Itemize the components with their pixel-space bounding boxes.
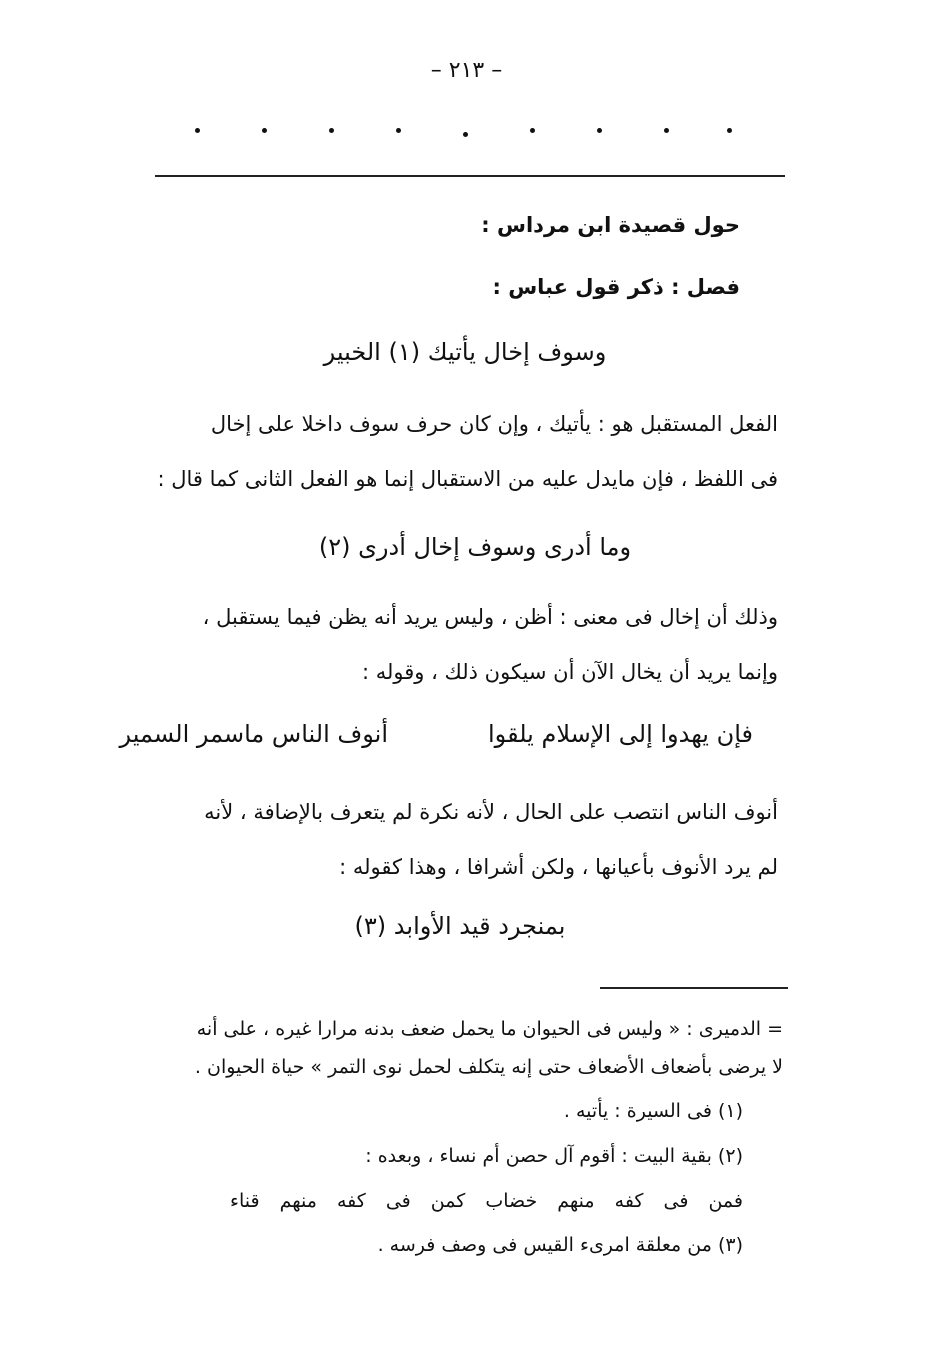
dot <box>727 128 732 133</box>
footnote-3: (٣) من معلقة امرىء القيس فى وصف فرسه . <box>377 1234 743 1256</box>
dot <box>262 128 267 133</box>
footnote-1: (١) فى السيرة : يأتيه . <box>563 1100 743 1122</box>
verse-4: بمنجرد قيد الأوابد (٣) <box>354 912 566 940</box>
dot <box>195 128 200 133</box>
footnote-continued-line1: = الدميرى : « وليس فى الحيوان ما يحمل ضعف بدنه مرارا غيره ، على أنه <box>196 1018 783 1040</box>
dot <box>530 128 535 133</box>
ellipsis-dots <box>195 128 735 148</box>
header-rule <box>155 175 785 177</box>
dot <box>329 128 334 133</box>
dot <box>597 128 602 133</box>
para3-line2: لم يرد الأنوف بأعيانها ، ولكن أشرافا ، وهذا كقوله : <box>339 855 778 879</box>
verse-2: وما أدرى وسوف إخال أدرى (٢) <box>318 533 632 561</box>
para1-line2: فى اللفظ ، فإن مايدل عليه من الاستقبال إنما هو الفعل الثانى كما قال : <box>157 467 778 491</box>
para1-line1: الفعل المستقبل هو : يأتيك ، وإن كان حرف سوف داخلا على إخال <box>210 412 778 436</box>
para3-line1: أنوف الناس انتصب على الحال ، لأنه نكرة لم يتعرف بالإضافة ، لأنه <box>204 800 778 824</box>
dot <box>463 132 468 137</box>
para2-line1: وذلك أن إخال فى معنى : أظن ، وليس يريد أنه يظن فيما يستقبل ، <box>202 605 778 629</box>
footnote-2: (٢) بقية البيت : أقوم آل حصن أم نساء ، وبعده : <box>365 1145 743 1167</box>
poem-heading: حول قصيدة ابن مرداس : <box>481 213 740 237</box>
dot <box>396 128 401 133</box>
verse-3-hemistich-1: فإن يهدوا إلى الإسلام يلقوا <box>488 720 753 748</box>
footnote-2-verse: فمن فى كفه منهم خضاب كمن فى كفه منهم قناء <box>230 1190 743 1212</box>
verse-1: وسوف إخال يأتيك (١) الخبير <box>323 338 607 366</box>
dot <box>664 128 669 133</box>
page-number: – ٢١٣ – <box>430 58 503 83</box>
section-heading: فصل : ذكر قول عباس : <box>492 275 740 299</box>
para2-line2: وإنما يريد أن يخال الآن أن سيكون ذلك ، وقوله : <box>361 660 778 684</box>
footnote-continued-line2: لا يرضى بأضعاف الأضعاف حتى إنه يتكلف لحمل نوى التمر » حياة الحيوان . <box>194 1056 783 1078</box>
verse-3-hemistich-2: أنوف الناس ماسمر السمير <box>119 720 388 748</box>
footnote-rule <box>600 987 788 989</box>
